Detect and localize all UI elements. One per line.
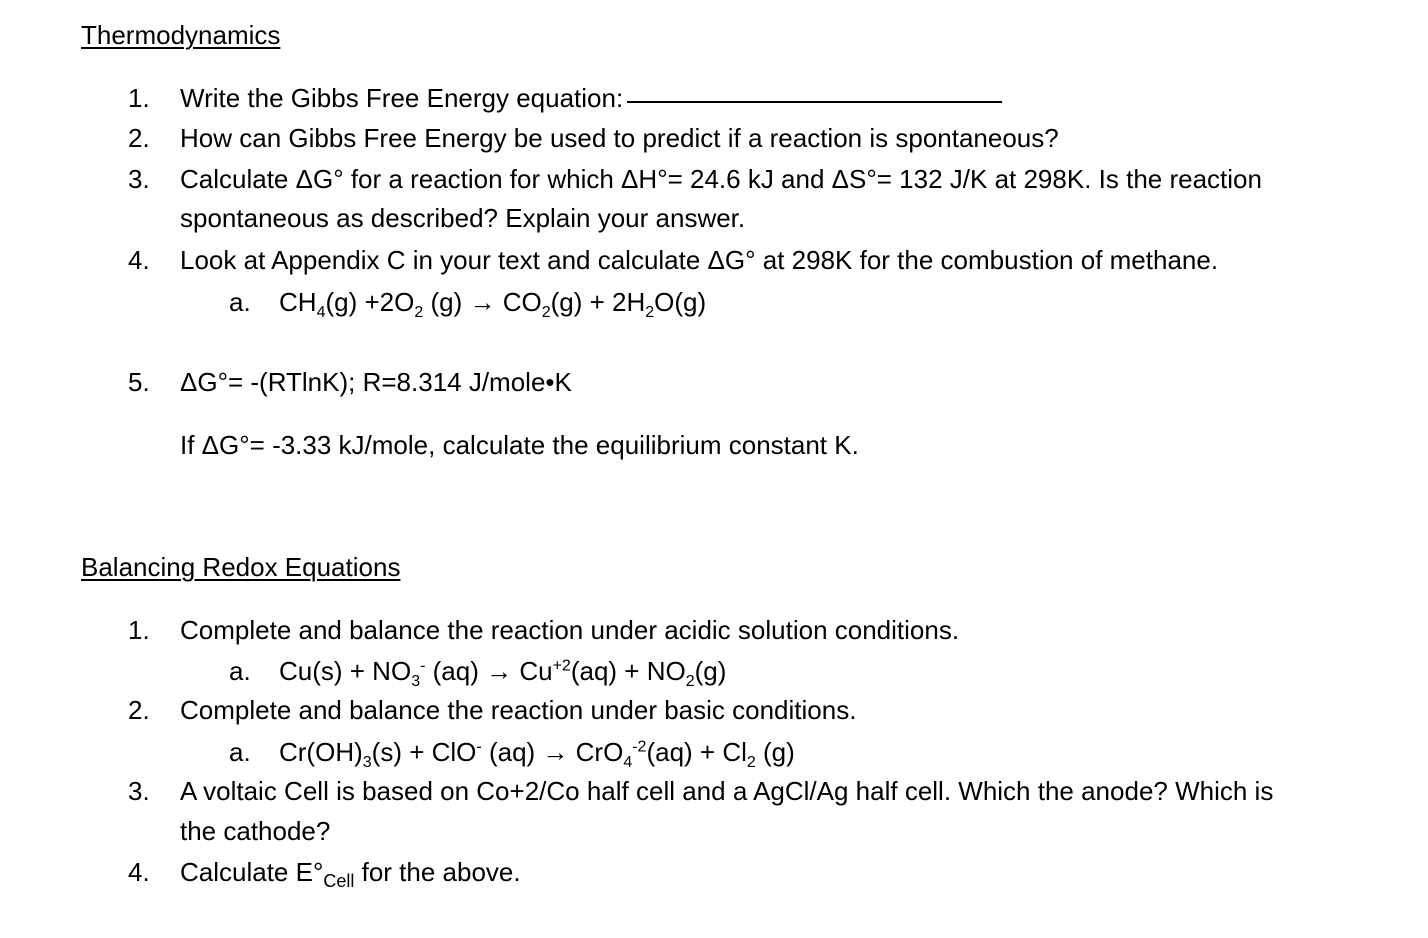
question-1-text: Write the Gibbs Free Energy equation: — [180, 83, 624, 113]
redox-question-1-text: Complete and balance the reaction under acidic solution conditions. — [180, 615, 960, 645]
item-number: 4. — [128, 857, 150, 887]
sub-item-letter: a. — [229, 656, 251, 686]
item-number: 5. — [128, 367, 150, 397]
redox-question-4-text: Calculate $E^\circ_{Cell}$ for the above. — [180, 857, 521, 892]
section-heading-redox: Balancing Redox Equations — [81, 552, 401, 582]
redox-question-3-text-line1: A voltaic Cell is based on Co+2/Co half cell and a AgCl/Ag half cell. Which the anode? Which is — [180, 776, 1274, 806]
question-5-followup: If ΔG°= -3.33 kJ/mole, calculate the equilibrium constant K. — [180, 430, 859, 460]
item-number: 3. — [128, 776, 150, 806]
question-3-text-line1: Calculate ΔG° for a reaction for which ΔH°= 24.6 kJ and ΔS°= 132 J/K at 298K. Is the reaction — [180, 164, 1262, 194]
item-number: 3. — [128, 164, 150, 194]
item-number: 2. — [128, 123, 150, 153]
question-text — [180, 83, 1002, 114]
copper-nitrate-equation: $Cu(s) + NO_3^-$ $(aq) \to Cu^{+2}(aq) + NO_2(g)$ — [279, 656, 727, 691]
section-heading-thermodynamics: Thermodynamics — [81, 20, 281, 50]
redox-question-2-text: Complete and balance the reaction under basic conditions. — [180, 695, 857, 725]
sub-item-letter: a. — [229, 287, 251, 317]
chromium-hypochlorite-equation: $Cr(OH)_3(s) + ClO^-$ $(aq) \to CrO_4^{-2}(aq) + Cl_2$ (g) — [279, 737, 795, 772]
methane-combustion-equation: $CH_4(g) +2O_2$ $(g) \to CO_2(g) + 2H_2O(g)$ — [279, 287, 707, 322]
question-2-text: How can Gibbs Free Energy be used to predict if a reaction is spontaneous? — [180, 123, 1059, 153]
answer-blank[interactable] — [627, 101, 1002, 103]
item-number: 4. — [128, 245, 150, 275]
question-3-text-line2: spontaneous as described? Explain your answer. — [180, 203, 746, 233]
item-number: 1. — [128, 615, 150, 645]
redox-question-3-text-line2: the cathode? — [180, 816, 331, 846]
item-number: 2. — [128, 695, 150, 725]
question-5-formula: ΔG°= -(RTlnK); R=8.314 J/mole•K — [180, 367, 572, 397]
item-number: 1. — [128, 83, 150, 113]
question-4-text: Look at Appendix C in your text and calculate ΔG° at 298K for the combustion of methane. — [180, 245, 1219, 275]
sub-item-letter: a. — [229, 737, 251, 767]
